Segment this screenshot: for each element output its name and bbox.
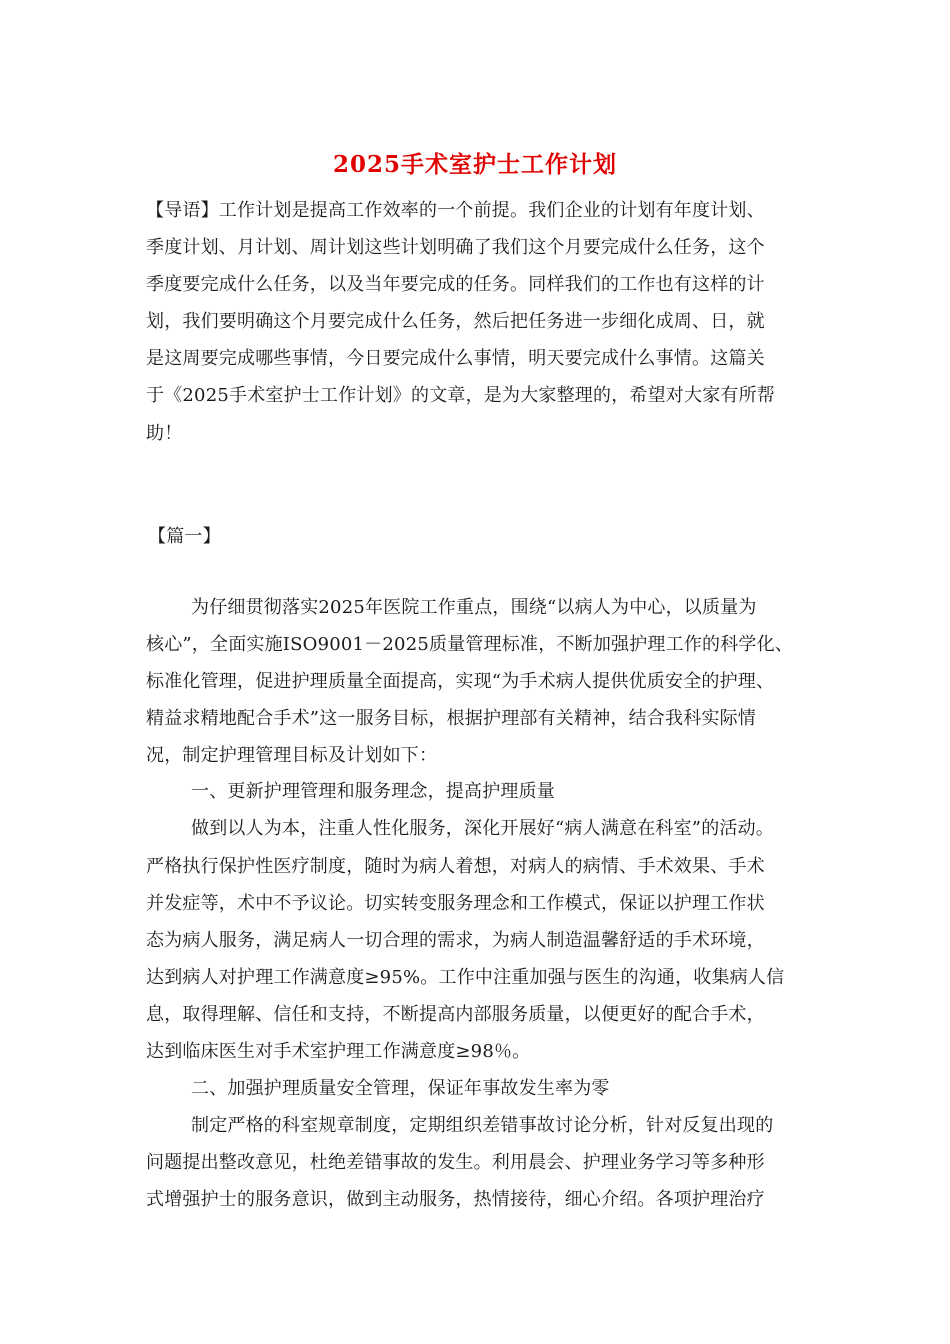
section-heading: 一、更新护理管理和服务理念，提高护理质量 (191, 781, 555, 802)
paragraph-line: 达到临床医生对手术室护理工作满意度≥98％。 (146, 1041, 531, 1062)
paragraph-line: 况，制定护理管理目标及计划如下： (146, 745, 438, 766)
section-label: 【篇一】 (148, 526, 221, 547)
paragraph-line: 为仔细贯彻落实2025年医院工作重点，围绕“以病人为中心，以质量为 (191, 597, 757, 618)
paragraph-line: 精益求精地配合手术”这一服务目标，根据护理部有关精神，结合我科实际情 (146, 708, 756, 729)
paragraph-line: 制定严格的科室规章制度，定期组织差错事故讨论分析，针对反复出现的 (191, 1115, 774, 1136)
paragraph-line: 态为病人服务，满足病人一切合理的需求，为病人制造温馨舒适的手术环境， (146, 930, 765, 951)
intro-line: 划，我们要明确这个月要完成什么任务，然后把任务进一步细化成周、日，就 (146, 311, 765, 332)
document-title: 2025手术室护士工作计划 (332, 151, 617, 178)
paragraph-line: 息，取得理解、信任和支持，不断提高内部服务质量，以便更好的配合手术， (146, 1004, 765, 1025)
paragraph-line: 核心”，全面实施ISO9001－2025质量管理标准，不断加强护理工作的科学化、 (146, 634, 794, 655)
paragraph-line: 问题提出整改意见，杜绝差错事故的发生。利用晨会、护理业务学习等多种形 (146, 1152, 765, 1173)
intro-line: 季度计划、月计划、周计划这些计划明确了我们这个月要完成什么任务，这个 (146, 237, 765, 258)
paragraph-line: 并发症等，术中不予议论。切实转变服务理念和工作模式，保证以护理工作状 (146, 893, 765, 914)
paragraph-line: 达到病人对护理工作满意度≥95%。工作中注重加强与医生的沟通，收集病人信 (146, 967, 785, 988)
intro-line: 是这周要完成哪些事情，今日要完成什么事情，明天要完成什么事情。这篇关 (146, 348, 765, 369)
section-heading: 二、加强护理质量安全管理，保证年事故发生率为零 (191, 1078, 610, 1099)
paragraph-line: 做到以人为本，注重人性化服务，深化开展好“病人满意在科室”的活动。 (191, 818, 775, 839)
intro-line: 于《2025手术室护士工作计划》的文章，是为大家整理的，希望对大家有所帮 (146, 385, 776, 406)
paragraph-line: 式增强护士的服务意识，做到主动服务，热情接待，细心介绍。各项护理治疗 (146, 1189, 765, 1210)
intro-line: 季度要完成什么任务，以及当年要完成的任务。同样我们的工作也有这样的计 (146, 274, 765, 295)
paragraph-line: 严格执行保护性医疗制度，随时为病人着想，对病人的病情、手术效果、手术 (146, 856, 765, 877)
intro-line: 【导语】工作计划是提高工作效率的一个前提。我们企业的计划有年度计划、 (146, 200, 765, 221)
intro-line: 助！ (146, 423, 183, 444)
paragraph-line: 标准化管理，促进护理质量全面提高，实现“为手术病人提供优质安全的护理、 (146, 671, 775, 692)
